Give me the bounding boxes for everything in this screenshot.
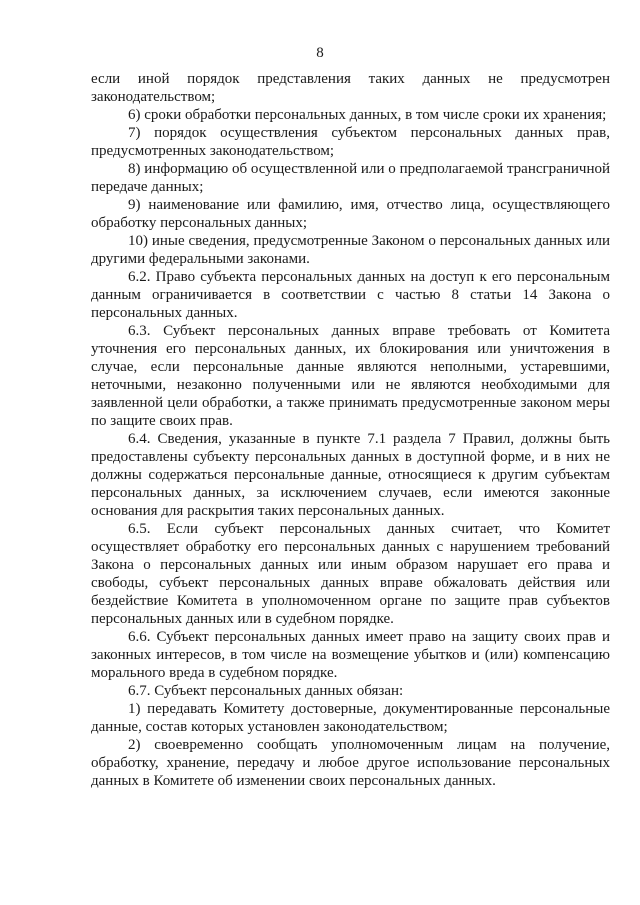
list-item-7: 7) порядок осуществления субъектом персональных данных прав, предусмотренных законодательством; (91, 125, 610, 159)
clause-6-5: 6.5. Если субъект персональных данных считает, что Комитет осуществляет обработку его персональных данных с нарушением требований Закона о персональных данных или иным образом нарушает его права и свободы, субъект персональных данных вправе обжаловать действия или бездействие Комитета в уполномоченном органе по защите прав субъектов персональных данных или в судебном порядке. (91, 521, 610, 627)
list-item-8: 8) информацию об осуществленной или о предполагаемой трансграничной передаче данных; (91, 161, 610, 195)
clause-6-7: 6.7. Субъект персональных данных обязан: (128, 683, 404, 699)
page-number: 8 (316, 45, 324, 61)
document-body (91, 70, 610, 790)
clause-6-3: 6.3. Субъект персональных данных вправе требовать от Комитета уточнения его персональных данных, их блокирования или уничтожения в случае, если персональные данные являются неполными, устаревшими, неточными, незаконно полученными или не являются необходимыми для заявленной цели обработки, а также принимать предусмотренные законом меры по защите своих прав. (91, 323, 610, 429)
clause-6-2: 6.2. Право субъекта персональных данных на доступ к его персональным данным ограничивается в соответствии с частью 8 статьи 14 Закона о персональных данных. (91, 269, 610, 321)
obligation-item-1: 1) передавать Комитету достоверные, документированные персональные данные, состав которых установлен законодательством; (91, 701, 610, 735)
clause-6-4: 6.4. Сведения, указанные в пункте 7.1 раздела 7 Правил, должны быть предоставлены субъекту персональных данных в доступной форме, и в них не должны содержаться персональные данные, относящиеся к другим субъектам персональных данных, за исключением случаев, если имеются законные основания для раскрытия таких персональных данных. (91, 431, 610, 519)
clause-6-6: 6.6. Субъект персональных данных имеет право на защиту своих прав и законных интересов, в том числе на возмещение убытков и (или) компенсацию морального вреда в судебном порядке. (91, 629, 610, 681)
obligation-item-2: 2) своевременно сообщать уполномоченным лицам на получение, обработку, хранение, передачу и любое другое использование персональных данных в Комитете об изменении своих персональных данных. (91, 737, 610, 789)
list-item-9: 9) наименование или фамилию, имя, отчество лица, осуществляющего обработку персональных данных; (91, 197, 610, 231)
list-item-10: 10) иные сведения, предусмотренные Законом о персональных данных или другими федеральными законами. (91, 233, 610, 267)
paragraph-continuation: если иной порядок представления таких данных не предусмотрен законодательством; (91, 71, 610, 105)
list-item-6: 6) сроки обработки персональных данных, в том числе сроки их хранения; (128, 107, 607, 123)
